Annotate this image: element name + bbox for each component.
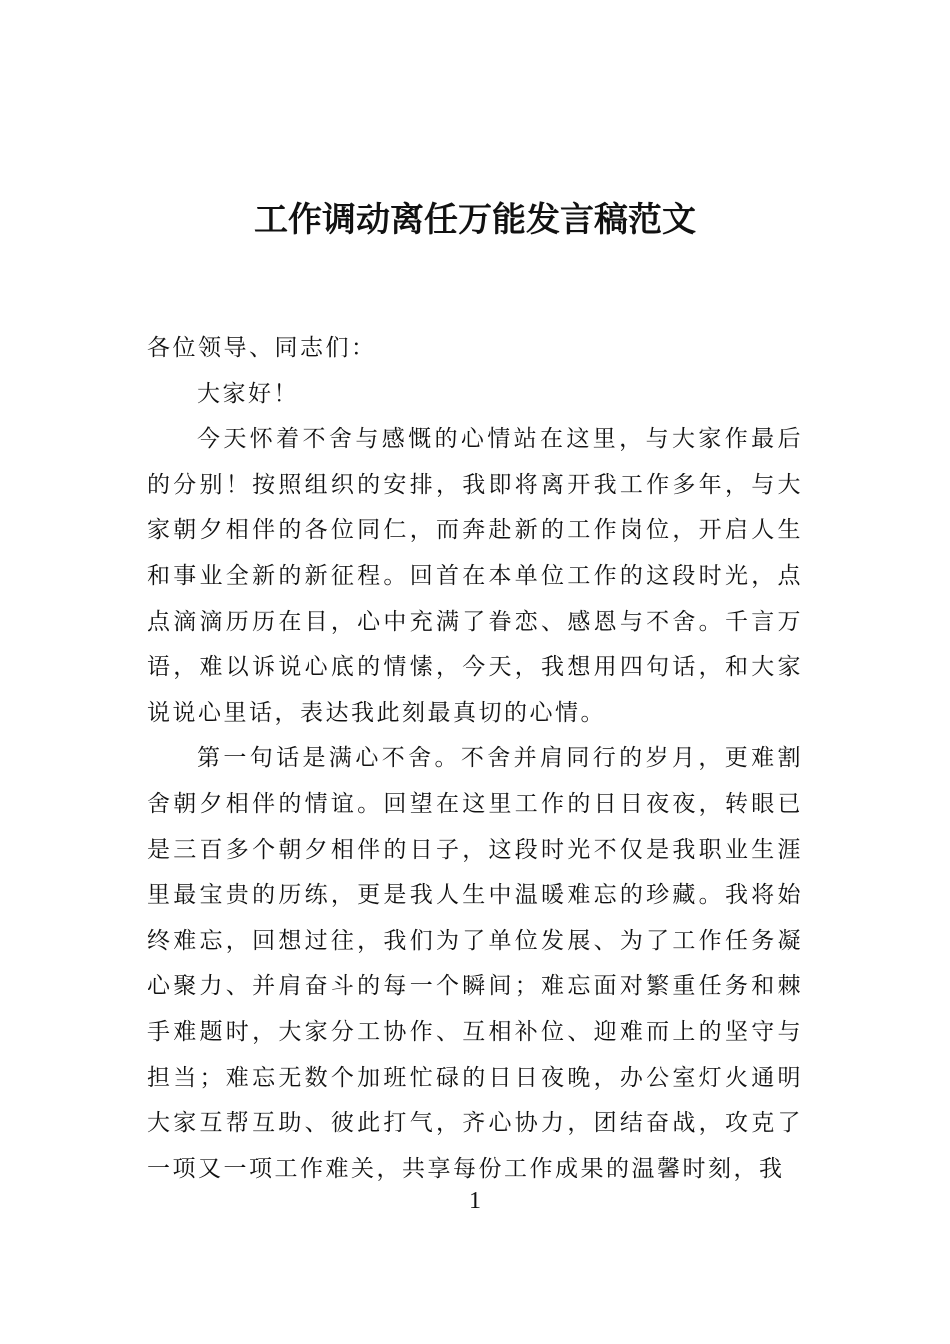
- paragraph-2: 第一句话是满心不舍。不舍并肩同行的岁月，更难割舍朝夕相伴的情谊。回望在这里工作的日日夜夜，转眼已是三百多个朝夕相伴的日子，这段时光不仅是我职业生涯里最宝贵的历练，更是我人生中温暖难忘的珍藏。我将始终难忘，回想过往，我们为了单位发展、为了工作任务凝心聚力、并肩奋斗的每一个瞬间；难忘面对繁重任务和棘手难题时，大家分工协作、互相补位、迎难而上的坚守与担当；难忘无数个加班忙碌的日日夜晚，办公室灯火通明大家互帮互助、彼此打气，齐心协力，团结奋战，攻克了一项又一项工作难关，共享每份工作成果的温馨时刻，我: [147, 745, 803, 1182]
- document-body: [147, 326, 803, 1192]
- page-number: 1: [469, 1188, 481, 1214]
- greeting: 大家好！: [197, 380, 299, 407]
- salutation: 各位领导、同志们：: [147, 335, 377, 361]
- document-title: 工作调动离任万能发言稿范文: [254, 200, 696, 240]
- paragraph-1: 今天怀着不舍与感慨的心情站在这里，与大家作最后的分别！按照组织的安排，我即将离开我工作多年，与大家朝夕相伴的各位同仁，而奔赴新的工作岗位，开启人生和事业全新的新征程。回首在本单位工作的这段时光，点点滴滴历历在目，心中充满了眷恋、感恩与不舍。千言万语，难以诉说心底的情愫，今天，我想用四句话，和大家说说心里话，表达我此刻最真切的心情。: [147, 426, 803, 726]
